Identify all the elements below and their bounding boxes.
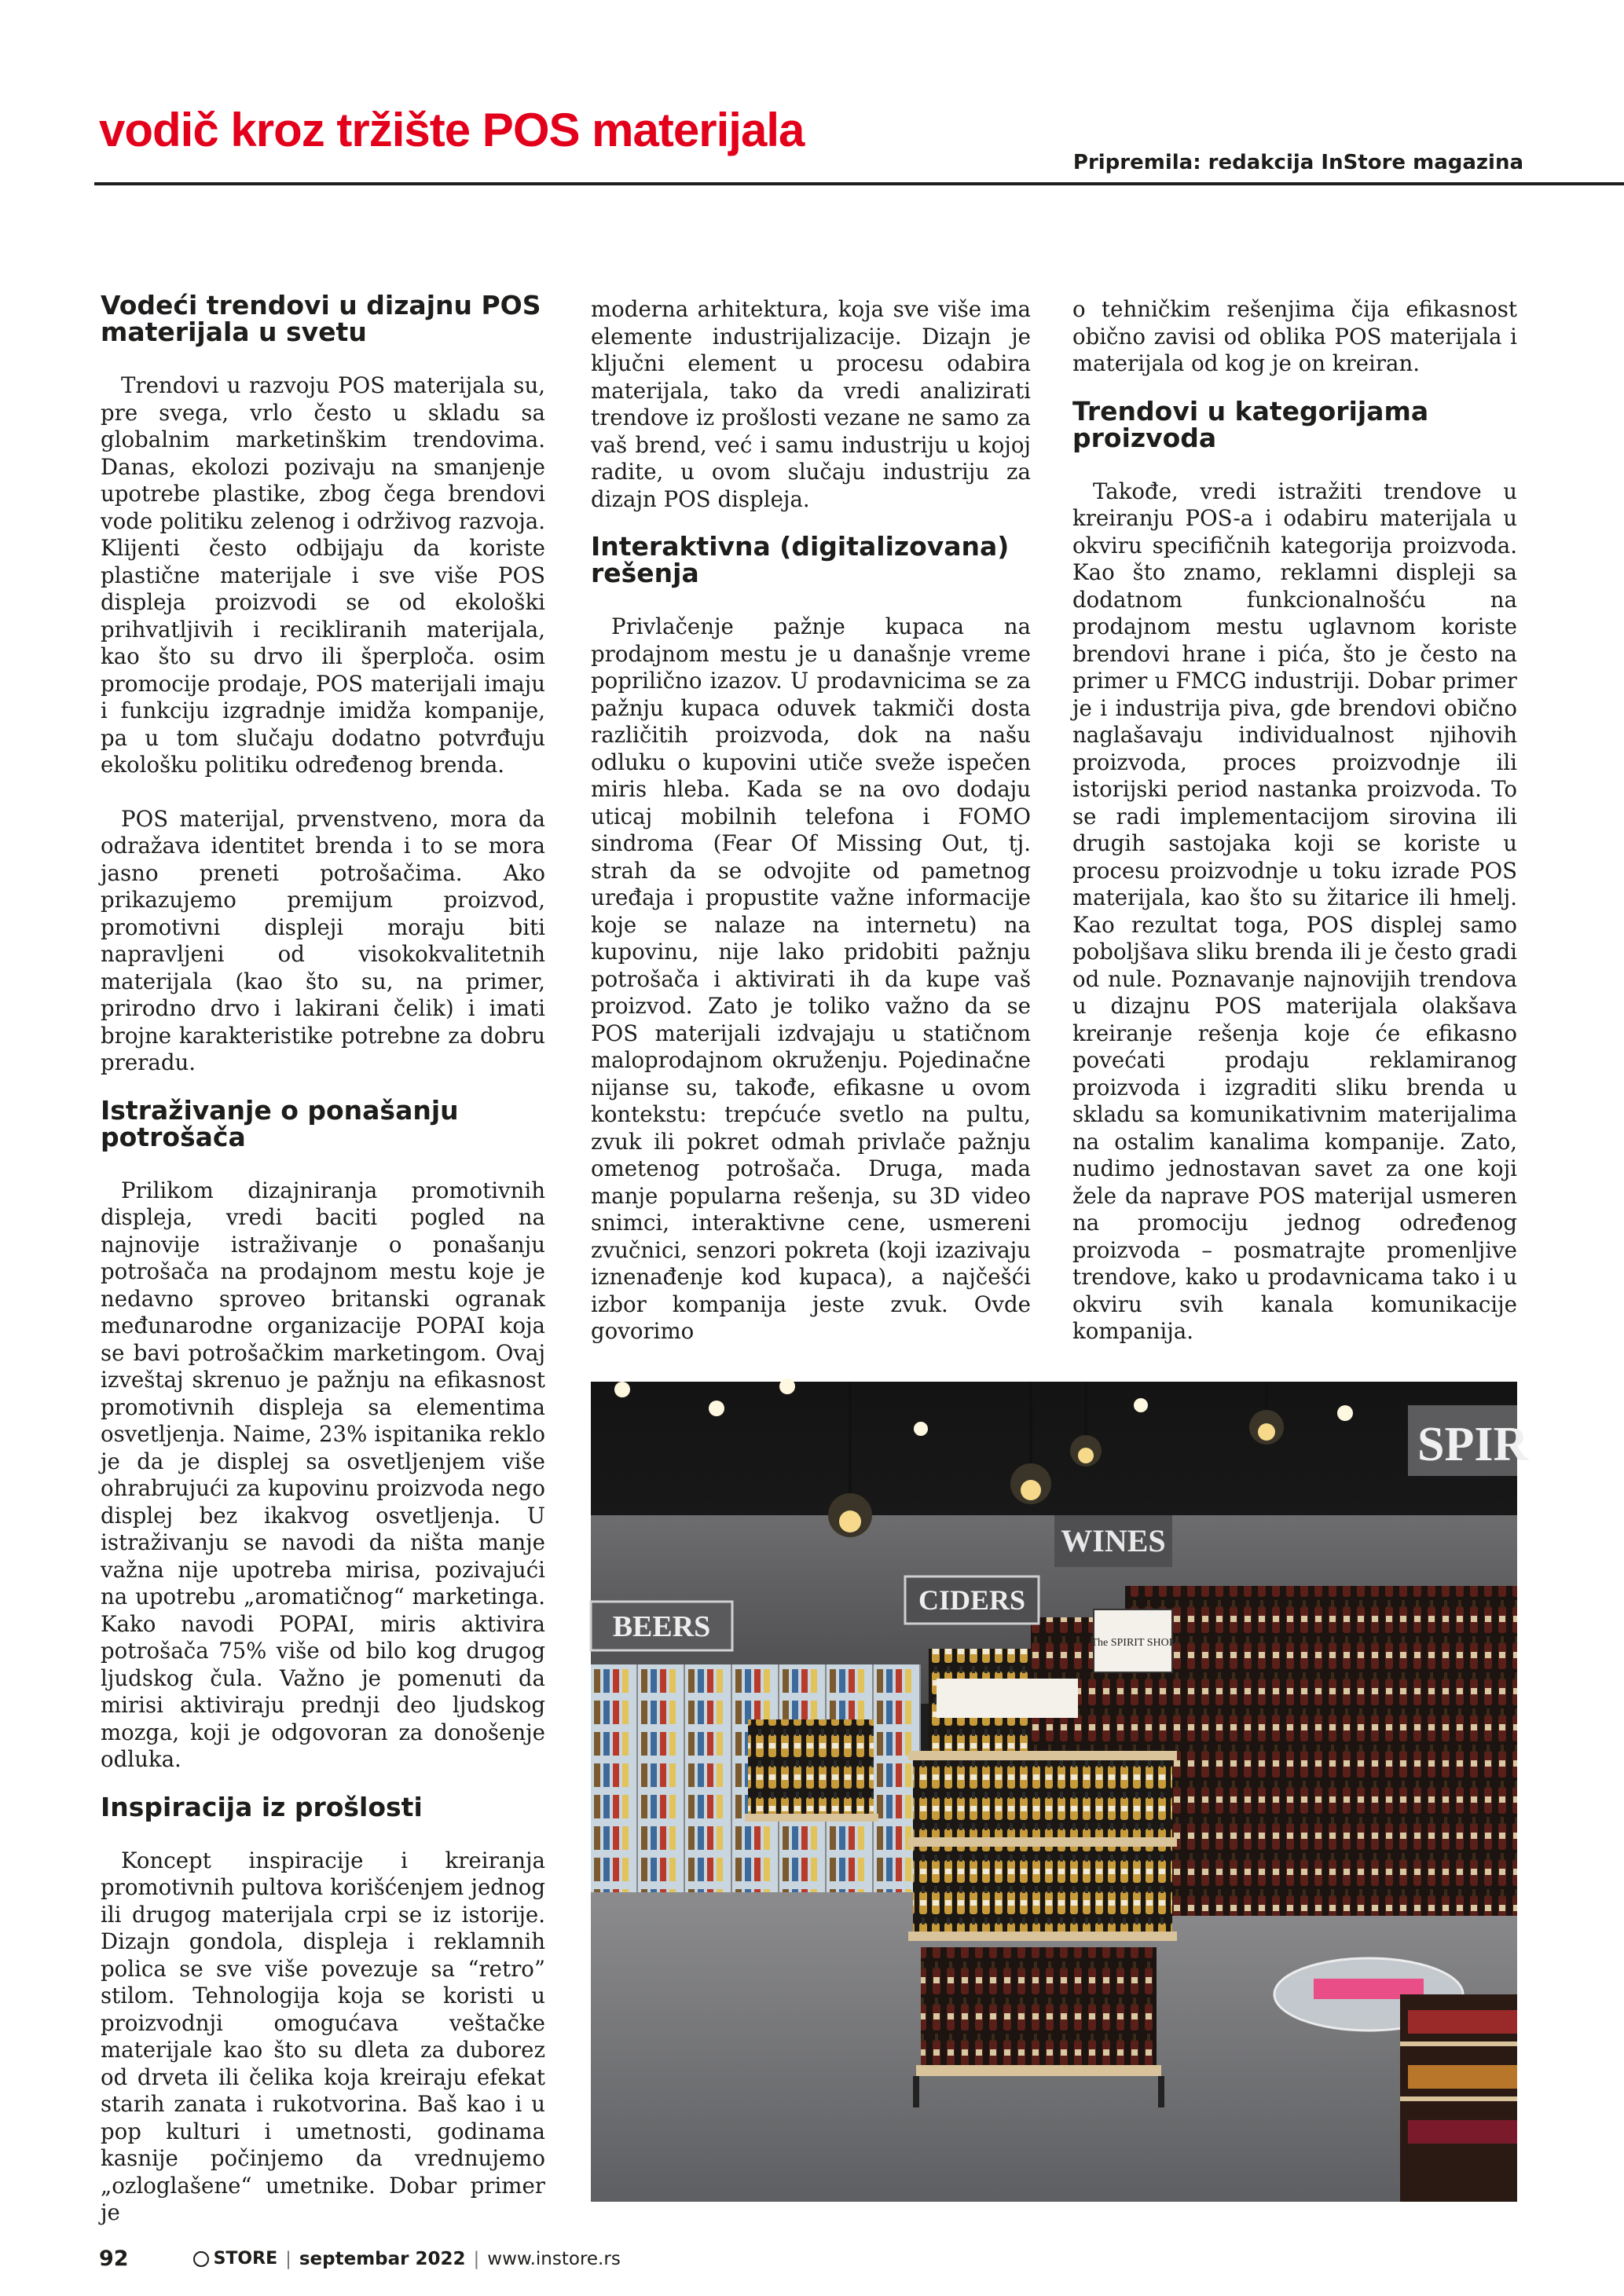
paragraph: Prilikom dizajniranja promotivnih displeja, vredi baciti pogled na najnovije istraživanje o ponašanju potrošača na prodajnom mestu koje je nedavno sproveo britanski ogranak međunarodne organizacije POPAI koja se bavi potrošačkim marketingom. Ovaj izveštaj skrenuo je pažnju na efikasnost promotivnih displeja sa elementima osvetljenja. Naime, 23% ispitanika reklo je da je displej sa osvetljenjem više ohrabrujući za kupovinu proizvoda nego displej bez ikakvog osvetljenja. U istraživanju se navodi da ništa manje važna nije upotreba mirisa, pozivajući na upotrebu „aromatičnog“ marketinga. Kako navodi POPAI, miris aktivira potrošača 75% više od bilo kog drugog ljudskog čula. Važno je pomenuti da mirisi aktiviraju prednji deo ljudskog mozga, koji je odgovoran za donošenje odluka. bbox=[101, 1177, 545, 1772]
instore-logo-icon bbox=[193, 2251, 209, 2267]
store-photo bbox=[591, 1382, 1529, 2202]
footer-separator: | bbox=[285, 2248, 291, 2269]
page-footer bbox=[99, 2247, 621, 2271]
footer-brand: STORE bbox=[213, 2249, 278, 2269]
section-title: vodič kroz tržište POS materijala bbox=[99, 104, 805, 156]
paragraph: Privlačenje pažnje kupaca na prodajnom mestu je u današnje vreme poprilično izazov. U prodavnicima se za pažnju kupaca oduvek takmiči dosta različitih proizvoda, dok na našu odluku o kupovini utiče sveže ispečen miris hleba. Kada se na ovo dodaju uticaj mobilnih telefona i FOMO sindroma (Fear Of Missing Out, tj. strah da se odvojite od pametnog uređaja i propustite važne informacije koje se nalaze na internetu) na kupovinu, nije lako pridobiti pažnju potrošača i aktivirati ih da kupe vaš proizvod. Zato je toliko važno da se POS materijali izdvajaju u statičnom maloprodajnom okruženju. Pojedinačne nijanse su, takođe, efikasne u ovom kontekstu: trepćuće svetlo na pultu, zvuk ili pokret odmah privlače pažnju ometenog potrošača. Druga, mada manje popularna rešenja, su 3D video snimci, interaktivne cene, usmereni zvučnici, senzori pokreta (koji izazivaju iznenađenje kod kupaca), a najčešći izbor kompanija jeste zvuk. Ovde govorimo bbox=[591, 613, 1031, 1344]
author-credit: Pripremila: redakcija InStore magazina bbox=[1072, 151, 1523, 174]
page-number: 92 bbox=[99, 2247, 129, 2271]
paragraph: o tehničkim rešenjima čija efikasnost obično zavisi od oblika POS materijala i materijala od kog je on kreiran. bbox=[1072, 296, 1517, 376]
heading-inspiration-past: Inspiracija iz prošlosti bbox=[101, 1791, 423, 1822]
paragraph: POS materijal, prvenstveno, mora da odražava identitet brenda i to se mora jasno preneti potrošačima. Ako prikazujemo premijum proizvod, promotivni displeji moraju biti napravljeni od visokokvalitetnih materijala (kao što su, na primer, prirodno drvo i lakirani čelik) i imati brojne karakteristike potrebne za dobru preradu. bbox=[101, 805, 545, 1075]
sign-spirits: SPIR bbox=[1417, 1418, 1529, 1471]
article-column-3 bbox=[1072, 296, 1517, 1346]
paragraph: Takođe, vredi istražiti trendove u kreiranju POS-a i odabiru materijala u okviru specifičnih kategorija proizvoda. Kao što znamo, reklamni displeji sa dodatnom funkcionalnošću na prodajnom mestu uglavnom koriste brendovi hrane i pića, što je često na primer u FMCG industriji. Dobar primer je i industrija piva, gde brendovi obično naglašavaju individualnost njihovih proizvoda, proces proizvodnje ili istorijski period nastanka proizvoda. To se radi implementacijom sirovina ili drugih sastojaka koji se koriste u procesu proizvodnje u toku izrade POS materijala, kao što su žitarice ili hmelj. Kao rezultat toga, POS displej samo poboljšava sliku brenda ili je često gradi od nule. Poznavanje najnovijih trendova u dizajnu POS materijala olakšava kreiranje rešenja koje će efikasno povećati prodaju reklamiranog proizvoda i izgraditi sliku brenda u skladu sa komunikativnim materijalima na ostalim kanalima kompanije. Zato, nudimo jednostavan savet za one koji žele da naprave POS materijal usmeren na promociju jednog određenog proizvoda – posmatrajte promenljive trendove, kako u prodavnicama tako i u okviru svih kanala komunikacije kompanija. bbox=[1072, 478, 1517, 1344]
footer-separator: | bbox=[473, 2248, 480, 2269]
paragraph: Koncept inspiracije i kreiranja promotivnih pultova korišćenjem jednog ili drugog materijala crpi se iz istorije. Dizajn gondola, displeja i reklamnih polica se sve više povezuje sa “retro” stilom. Tehnologija koja se koristi u proizvodnji omogućava veštačke materijale kao što su dleta za duborez od drveta ili čelika koja kreiraju efekat starih zanata i rukotvorina. Baš kao i u pop kulturi i umetnosti, godinama kasnije počinjemo da vrednujemo „ozloglašene“ umetnike. Dobar primer je bbox=[101, 1847, 545, 2225]
sign-wines: WINES bbox=[1061, 1523, 1166, 1558]
header-divider bbox=[94, 182, 1624, 185]
footer-date: septembar 2022 bbox=[299, 2248, 466, 2269]
heading-interactive-solutions: Interaktivna (digitalizovana) rešenja bbox=[591, 531, 1010, 588]
sign-spirit-shop: The SPIRIT SHOP bbox=[1091, 1637, 1175, 1649]
heading-category-trends: Trendovi u kategorijama proizvoda bbox=[1072, 395, 1429, 453]
article-column-2 bbox=[591, 296, 1031, 1346]
footer-url[interactable]: www.instore.rs bbox=[487, 2248, 621, 2269]
sign-ciders: CIDERS bbox=[918, 1584, 1026, 1616]
heading-consumer-research: Istraživanje o ponašanju potrošača bbox=[101, 1094, 459, 1152]
sign-beers: BEERS bbox=[612, 1610, 711, 1643]
paragraph: Trendovi u razvoju POS materijala su, pre svega, vrlo često u skladu sa globalnim marketinškim trendovima. Danas, ekolozi pozivaju na smanjenje upotrebe plastike, zbog čega brendovi vode politiku zelenog i održivog razvoja. Klijenti često odbijaju da koriste plastične materijale i sve više POS displeja proizvodi se od ekološki prihvatljivih i recikliranih materijala, kao što su drvo ili šperploča. osim promocije prodaje, POS materijali imaju i funkciju izgradnje imidža kompanije, pa u tom slučaju dodatno potvrđuju ekološku politiku određenog brenda. bbox=[101, 372, 545, 778]
heading-trends-design: Vodeći trendovi u dizajnu POS materijala u svetu bbox=[101, 290, 541, 347]
article-column-1 bbox=[101, 292, 545, 2227]
paragraph: moderna arhitektura, koja sve više ima elemente industrijalizacije. Dizajn je ključni element u procesu odabira materijala, tako da vredi analizirati trendove iz prošlosti vezane ne samo za vaš brend, već i samu industriju u kojoj radite, u ovom slučaju industriju za dizajn POS displeja. bbox=[591, 296, 1031, 512]
